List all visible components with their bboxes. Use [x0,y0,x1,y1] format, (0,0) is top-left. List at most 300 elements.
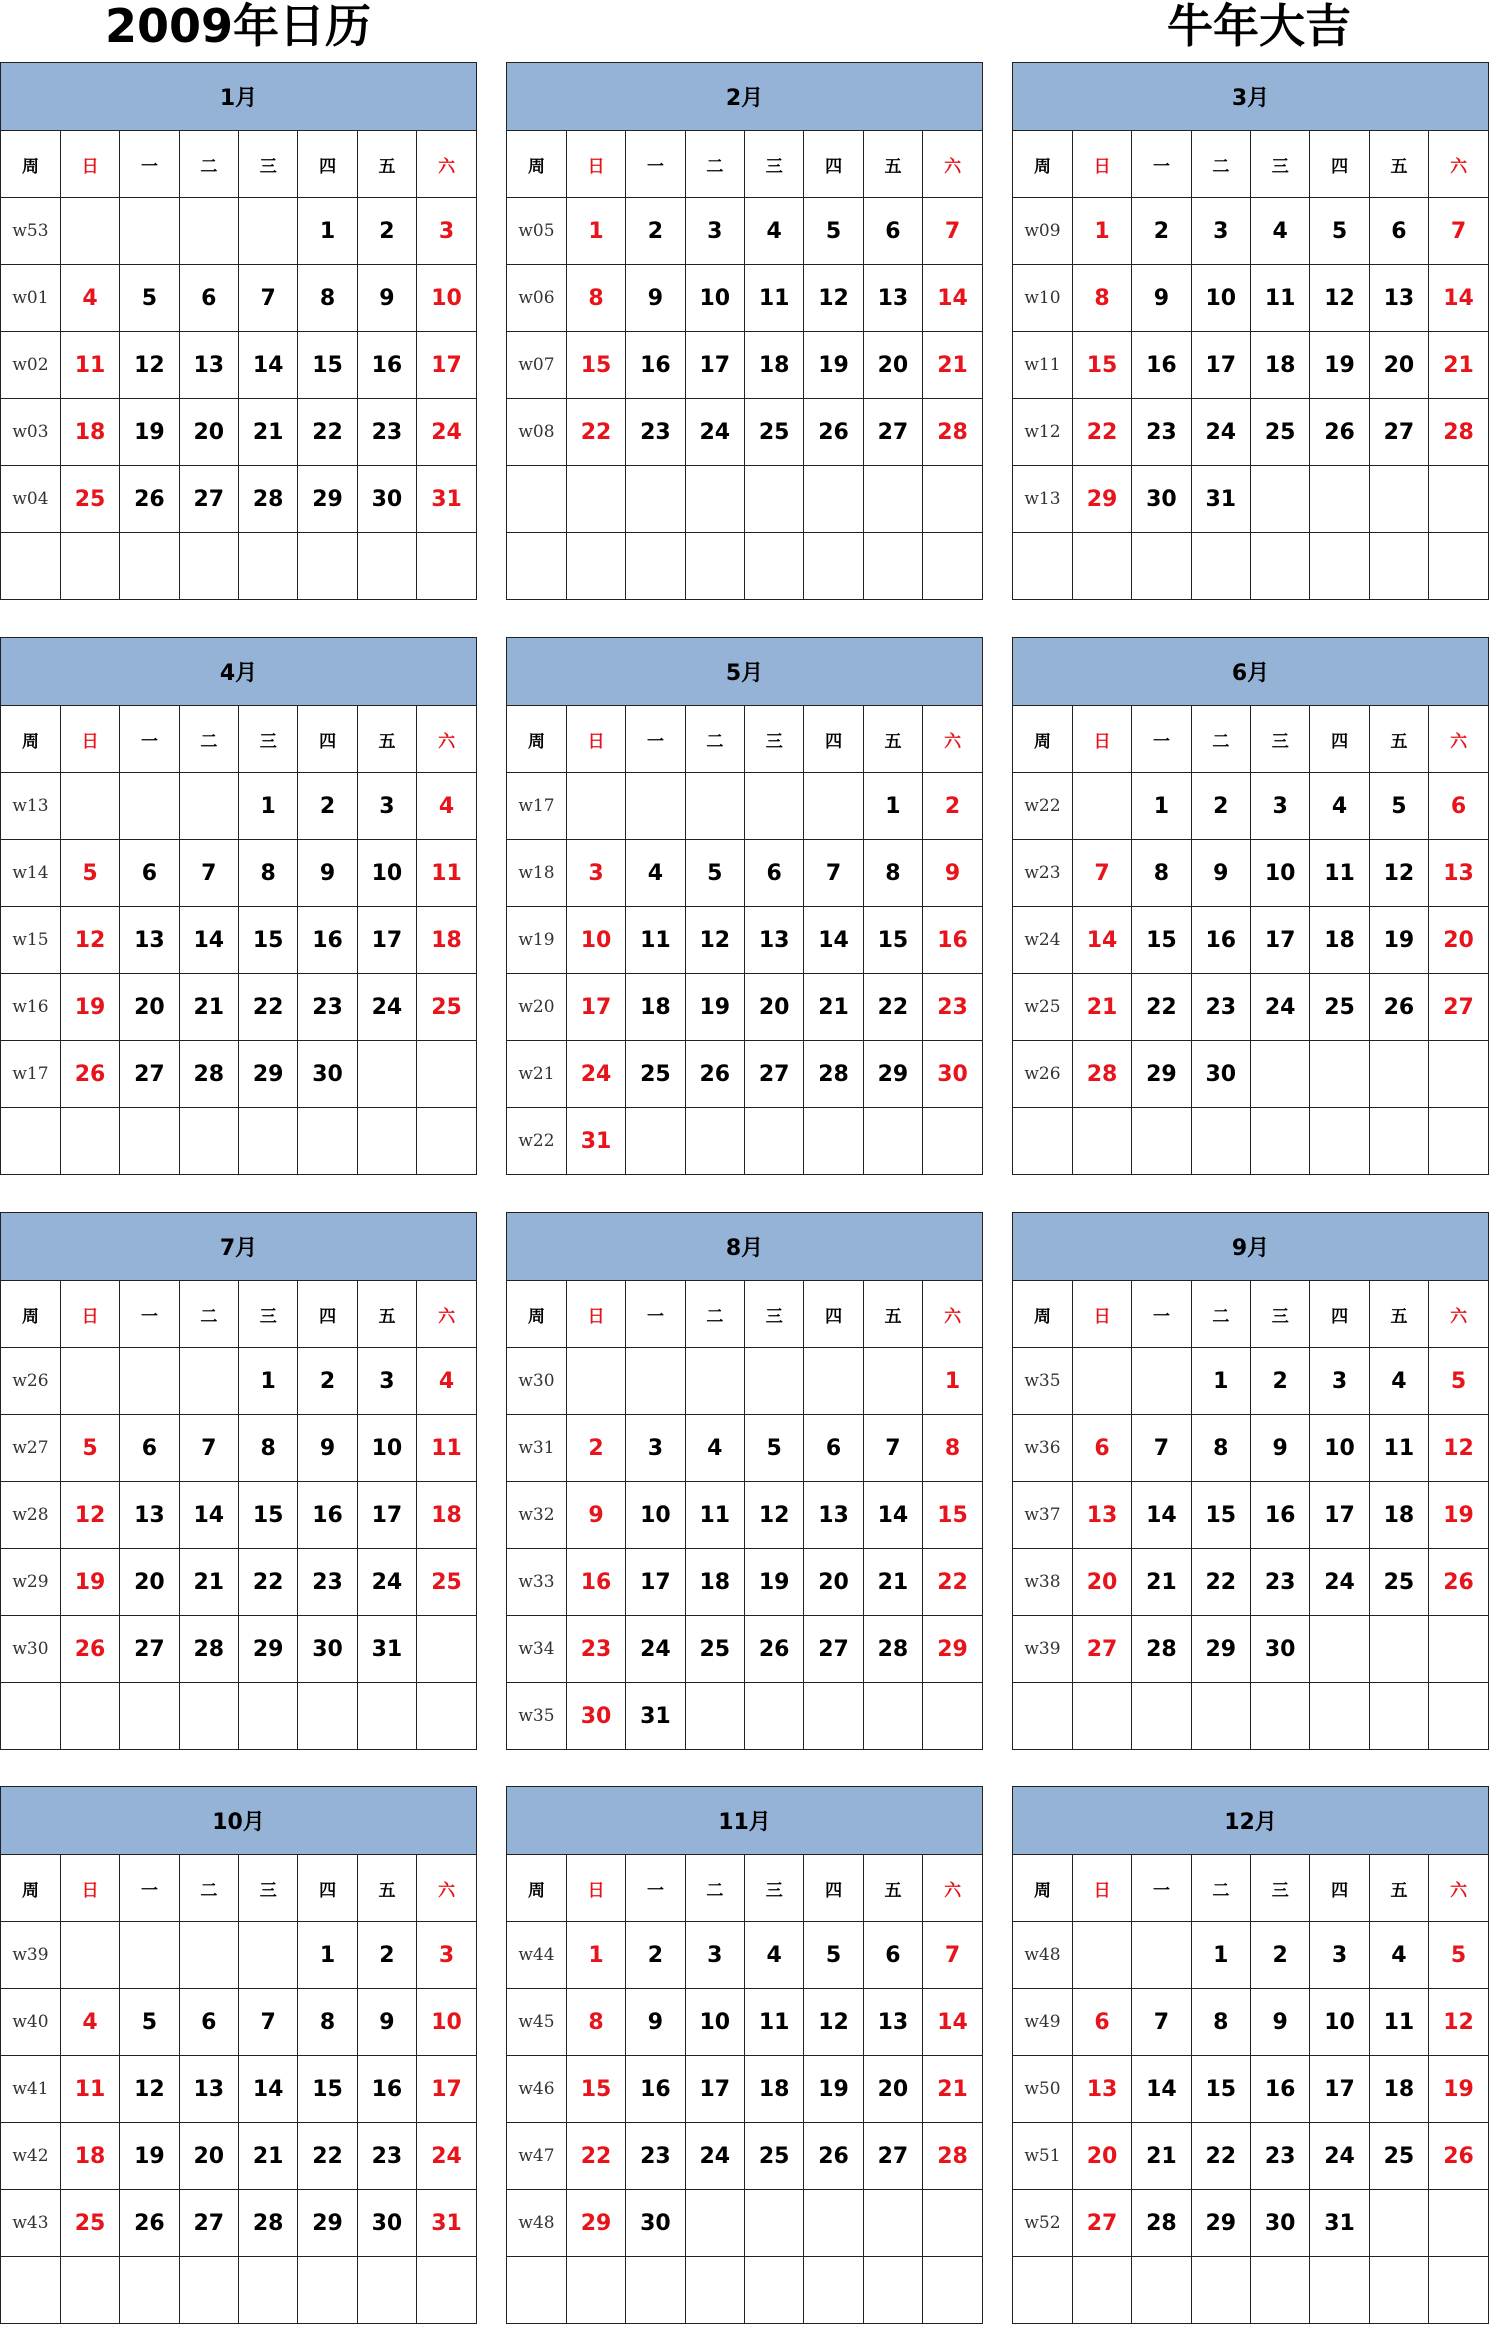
day-cell [1251,1041,1310,1108]
day-cell: 13 [1369,265,1428,332]
day-cell [1429,1683,1488,1750]
day-cell: 7 [1132,1415,1191,1482]
day-cell: 28 [1132,2190,1191,2257]
day-cell [120,198,179,265]
day-cell: 9 [298,840,357,907]
day-cell: 12 [804,265,863,332]
day-cell: 2 [626,1922,685,1989]
day-cell: 30 [1191,1041,1250,1108]
day-cell: 6 [1072,1989,1131,2056]
day-cell [863,1108,922,1175]
day-cell: 2 [1132,198,1191,265]
day-cell [60,2257,119,2324]
weekday-header: 六 [417,1281,476,1348]
day-cell [239,1683,298,1750]
day-cell: 9 [626,1989,685,2056]
day-cell: 9 [298,1415,357,1482]
day-cell [745,1108,804,1175]
day-cell: 18 [60,399,119,466]
day-cell: 20 [1072,2123,1131,2190]
day-cell: 10 [357,840,416,907]
day-cell [626,1348,685,1415]
day-cell: 29 [298,2190,357,2257]
day-cell: 16 [1132,332,1191,399]
day-cell: 3 [417,198,476,265]
day-cell [239,533,298,600]
day-cell: 28 [179,1616,238,1683]
day-cell: 17 [357,907,416,974]
weekday-header: 一 [120,706,179,773]
week-number: w13 [1,773,60,840]
day-cell: 3 [357,773,416,840]
day-cell [923,466,982,533]
day-cell: 4 [417,1348,476,1415]
day-cell: 17 [685,2056,744,2123]
day-cell [417,2257,476,2324]
day-cell: 2 [1191,773,1250,840]
month-table [1,1281,476,1749]
day-cell: 25 [626,1041,685,1108]
week-number: w40 [1,1989,60,2056]
day-cell: 12 [1429,1415,1488,1482]
day-cell [1191,1108,1250,1175]
day-cell: 19 [1310,332,1369,399]
day-cell: 27 [863,2123,922,2190]
month-header: 7月 [1,1213,476,1281]
weekday-header: 六 [923,706,982,773]
day-cell: 26 [60,1041,119,1108]
week-number [1,1108,60,1175]
day-cell: 24 [417,2123,476,2190]
day-cell: 18 [1369,2056,1428,2123]
weekday-header: 周 [507,1855,566,1922]
week-number: w42 [1,2123,60,2190]
day-cell [1072,2257,1131,2324]
week-number [1,533,60,600]
day-cell [357,1041,416,1108]
day-cell: 22 [298,399,357,466]
day-cell: 15 [863,907,922,974]
month-table [1,706,476,1174]
day-cell: 6 [120,840,179,907]
weekday-header: 二 [685,131,744,198]
day-cell: 22 [239,1549,298,1616]
day-cell: 6 [1429,773,1488,840]
week-number: w33 [507,1549,566,1616]
day-cell: 19 [1369,907,1428,974]
week-number [1013,1683,1072,1750]
day-cell: 15 [1191,1482,1250,1549]
day-cell: 6 [120,1415,179,1482]
month-calendar [0,1786,477,2324]
day-cell: 6 [804,1415,863,1482]
day-cell [239,1108,298,1175]
day-cell: 11 [626,907,685,974]
week-number: w43 [1,2190,60,2257]
day-cell: 26 [1369,974,1428,1041]
weekday-header: 二 [1191,706,1250,773]
day-cell [298,1108,357,1175]
day-cell: 27 [1429,974,1488,1041]
day-cell [120,1683,179,1750]
day-cell: 24 [357,974,416,1041]
day-cell: 4 [745,1922,804,1989]
day-cell: 5 [1369,773,1428,840]
day-cell [1251,466,1310,533]
day-cell: 29 [923,1616,982,1683]
day-cell: 16 [1191,907,1250,974]
day-cell: 27 [120,1616,179,1683]
month-calendar [506,62,983,600]
week-number: w38 [1013,1549,1072,1616]
day-cell [685,1683,744,1750]
month-table [1013,1281,1488,1749]
day-cell: 31 [357,1616,416,1683]
day-cell: 21 [239,399,298,466]
month-calendar [1012,637,1489,1175]
day-cell [685,466,744,533]
day-cell: 17 [1191,332,1250,399]
day-cell [804,466,863,533]
day-cell [1191,1683,1250,1750]
week-number [1,2257,60,2324]
month-table [507,1281,982,1749]
weekday-header: 五 [1369,706,1428,773]
day-cell: 1 [1072,198,1131,265]
week-number [1013,1108,1072,1175]
day-cell: 16 [1251,2056,1310,2123]
day-cell: 5 [120,265,179,332]
weekday-header: 五 [357,131,416,198]
day-cell: 2 [298,773,357,840]
day-cell: 26 [60,1616,119,1683]
day-cell: 20 [863,332,922,399]
week-number: w49 [1013,1989,1072,2056]
day-cell [566,2257,625,2324]
day-cell: 19 [60,974,119,1041]
day-cell [1310,1616,1369,1683]
day-cell: 21 [179,1549,238,1616]
day-cell: 9 [566,1482,625,1549]
day-cell [626,773,685,840]
day-cell: 27 [863,399,922,466]
day-cell: 17 [1310,1482,1369,1549]
day-cell: 20 [745,974,804,1041]
day-cell: 8 [1132,840,1191,907]
day-cell: 20 [1072,1549,1131,1616]
week-number: w45 [507,1989,566,2056]
day-cell: 18 [626,974,685,1041]
day-cell: 27 [1072,1616,1131,1683]
day-cell: 9 [357,265,416,332]
day-cell [60,1108,119,1175]
weekday-header: 周 [1013,131,1072,198]
weekday-header: 六 [1429,1855,1488,1922]
day-cell: 14 [804,907,863,974]
day-cell: 31 [626,1683,685,1750]
day-cell: 20 [120,1549,179,1616]
day-cell: 14 [239,2056,298,2123]
day-cell [1072,773,1131,840]
day-cell: 28 [923,2123,982,2190]
weekday-header: 三 [1251,1281,1310,1348]
day-cell: 15 [566,332,625,399]
day-cell: 20 [179,399,238,466]
day-cell: 13 [745,907,804,974]
day-cell: 10 [626,1482,685,1549]
day-cell [804,1108,863,1175]
day-cell: 10 [357,1415,416,1482]
weekday-header: 五 [357,1855,416,1922]
week-number: w08 [507,399,566,466]
day-cell [685,2190,744,2257]
day-cell: 20 [1369,332,1428,399]
weekday-header: 日 [1072,1855,1131,1922]
day-cell: 5 [60,1415,119,1482]
day-cell: 28 [1072,1041,1131,1108]
day-cell: 24 [1251,974,1310,1041]
day-cell: 23 [566,1616,625,1683]
month-calendar [506,1786,983,2324]
day-cell [1429,1616,1488,1683]
week-number: w05 [507,198,566,265]
week-number: w29 [1,1549,60,1616]
day-cell: 28 [923,399,982,466]
weekday-header: 三 [1251,1855,1310,1922]
weekday-header: 周 [1,1281,60,1348]
day-cell: 28 [239,466,298,533]
day-cell: 30 [1251,2190,1310,2257]
day-cell [1132,1683,1191,1750]
day-cell [626,1108,685,1175]
weekday-header: 二 [685,706,744,773]
day-cell: 3 [626,1415,685,1482]
day-cell: 8 [298,265,357,332]
day-cell: 13 [863,265,922,332]
day-cell [60,198,119,265]
day-cell: 26 [685,1041,744,1108]
day-cell [120,1348,179,1415]
day-cell: 16 [626,2056,685,2123]
week-number [1013,2257,1072,2324]
day-cell: 1 [1191,1348,1250,1415]
weekday-header: 三 [239,1281,298,1348]
day-cell: 23 [1191,974,1250,1041]
month-header: 5月 [507,638,982,706]
week-number: w51 [1013,2123,1072,2190]
day-cell: 2 [1251,1922,1310,1989]
day-cell: 23 [357,2123,416,2190]
day-cell: 11 [1369,1415,1428,1482]
day-cell: 29 [298,466,357,533]
day-cell [863,1348,922,1415]
day-cell [1132,1108,1191,1175]
day-cell [60,1348,119,1415]
day-cell: 2 [566,1415,625,1482]
day-cell: 31 [417,2190,476,2257]
weekday-header: 五 [1369,1281,1428,1348]
weekday-header: 日 [60,1855,119,1922]
weekday-header: 日 [566,706,625,773]
day-cell: 21 [804,974,863,1041]
day-cell [1369,1683,1428,1750]
day-cell: 24 [1310,1549,1369,1616]
week-number: w48 [507,2190,566,2257]
day-cell: 13 [1072,2056,1131,2123]
month-header: 12月 [1013,1787,1488,1855]
day-cell: 9 [1132,265,1191,332]
day-cell [298,533,357,600]
day-cell: 12 [120,2056,179,2123]
day-cell: 5 [804,1922,863,1989]
day-cell [1429,2257,1488,2324]
day-cell: 27 [179,2190,238,2257]
day-cell: 11 [1369,1989,1428,2056]
week-number: w39 [1013,1616,1072,1683]
day-cell: 5 [745,1415,804,1482]
week-number: w20 [507,974,566,1041]
weekday-header: 二 [179,131,238,198]
weekday-header: 一 [626,1281,685,1348]
month-table [1013,131,1488,599]
day-cell [1132,1922,1191,1989]
weekday-header: 五 [863,706,922,773]
day-cell: 4 [1369,1922,1428,1989]
day-cell: 10 [1310,1415,1369,1482]
day-cell: 13 [120,907,179,974]
day-cell: 3 [357,1348,416,1415]
day-cell [745,2190,804,2257]
weekday-header: 六 [923,1281,982,1348]
day-cell [626,2257,685,2324]
day-cell: 13 [1429,840,1488,907]
day-cell: 1 [566,1922,625,1989]
day-cell: 12 [60,907,119,974]
week-number: w35 [1013,1348,1072,1415]
day-cell: 15 [239,1482,298,1549]
week-number: w41 [1,2056,60,2123]
day-cell: 4 [417,773,476,840]
day-cell: 2 [1251,1348,1310,1415]
day-cell: 2 [298,1348,357,1415]
day-cell: 10 [1251,840,1310,907]
day-cell [298,1683,357,1750]
day-cell [745,773,804,840]
day-cell: 16 [1251,1482,1310,1549]
day-cell: 15 [298,332,357,399]
weekday-header: 三 [1251,131,1310,198]
day-cell [923,1108,982,1175]
day-cell: 18 [745,2056,804,2123]
day-cell: 17 [357,1482,416,1549]
week-number: w14 [1,840,60,907]
day-cell [1429,466,1488,533]
day-cell: 17 [1251,907,1310,974]
day-cell [685,2257,744,2324]
day-cell: 1 [863,773,922,840]
day-cell [1072,533,1131,600]
day-cell: 3 [1310,1922,1369,1989]
weekday-header: 一 [120,1855,179,1922]
day-cell: 28 [1429,399,1488,466]
day-cell [863,2257,922,2324]
day-cell: 21 [1132,2123,1191,2190]
week-number: w04 [1,466,60,533]
day-cell: 8 [1072,265,1131,332]
day-cell: 24 [357,1549,416,1616]
weekday-header: 周 [507,706,566,773]
day-cell: 27 [179,466,238,533]
day-cell: 28 [179,1041,238,1108]
day-cell: 8 [298,1989,357,2056]
day-cell: 14 [923,1989,982,2056]
day-cell [60,1922,119,1989]
day-cell: 7 [923,1922,982,1989]
day-cell [417,1616,476,1683]
day-cell: 30 [298,1041,357,1108]
day-cell: 26 [1429,2123,1488,2190]
month-calendar [0,637,477,1175]
weekday-header: 五 [1369,131,1428,198]
day-cell: 20 [804,1549,863,1616]
day-cell: 8 [863,840,922,907]
day-cell: 19 [804,332,863,399]
day-cell [120,773,179,840]
day-cell: 4 [60,265,119,332]
day-cell [745,1683,804,1750]
weekday-header: 四 [298,1855,357,1922]
day-cell: 20 [863,2056,922,2123]
day-cell [1251,2257,1310,2324]
day-cell [357,1683,416,1750]
day-cell [1072,1922,1131,1989]
day-cell: 1 [298,198,357,265]
week-number: w44 [507,1922,566,1989]
day-cell: 16 [298,907,357,974]
week-number: w21 [507,1041,566,1108]
day-cell [804,533,863,600]
week-number: w13 [1013,466,1072,533]
day-cell: 24 [417,399,476,466]
day-cell: 14 [179,907,238,974]
day-cell: 12 [60,1482,119,1549]
month-header: 6月 [1013,638,1488,706]
day-cell: 1 [239,773,298,840]
day-cell [239,2257,298,2324]
day-cell: 10 [1310,1989,1369,2056]
weekday-header: 周 [1,706,60,773]
day-cell: 6 [863,198,922,265]
weekday-header: 六 [417,706,476,773]
greeting-title: 牛年大吉 [1167,0,1351,53]
day-cell: 1 [239,1348,298,1415]
weekday-header: 六 [923,131,982,198]
day-cell: 26 [1429,1549,1488,1616]
day-cell: 23 [1251,1549,1310,1616]
weekday-header: 四 [298,131,357,198]
day-cell: 23 [357,399,416,466]
day-cell: 5 [685,840,744,907]
weekday-header: 日 [1072,706,1131,773]
week-number: w02 [1,332,60,399]
weekday-header: 三 [1251,706,1310,773]
day-cell [1251,1108,1310,1175]
day-cell: 7 [239,1989,298,2056]
day-cell: 27 [804,1616,863,1683]
day-cell: 29 [1191,1616,1250,1683]
day-cell [685,773,744,840]
weekday-header: 二 [685,1855,744,1922]
